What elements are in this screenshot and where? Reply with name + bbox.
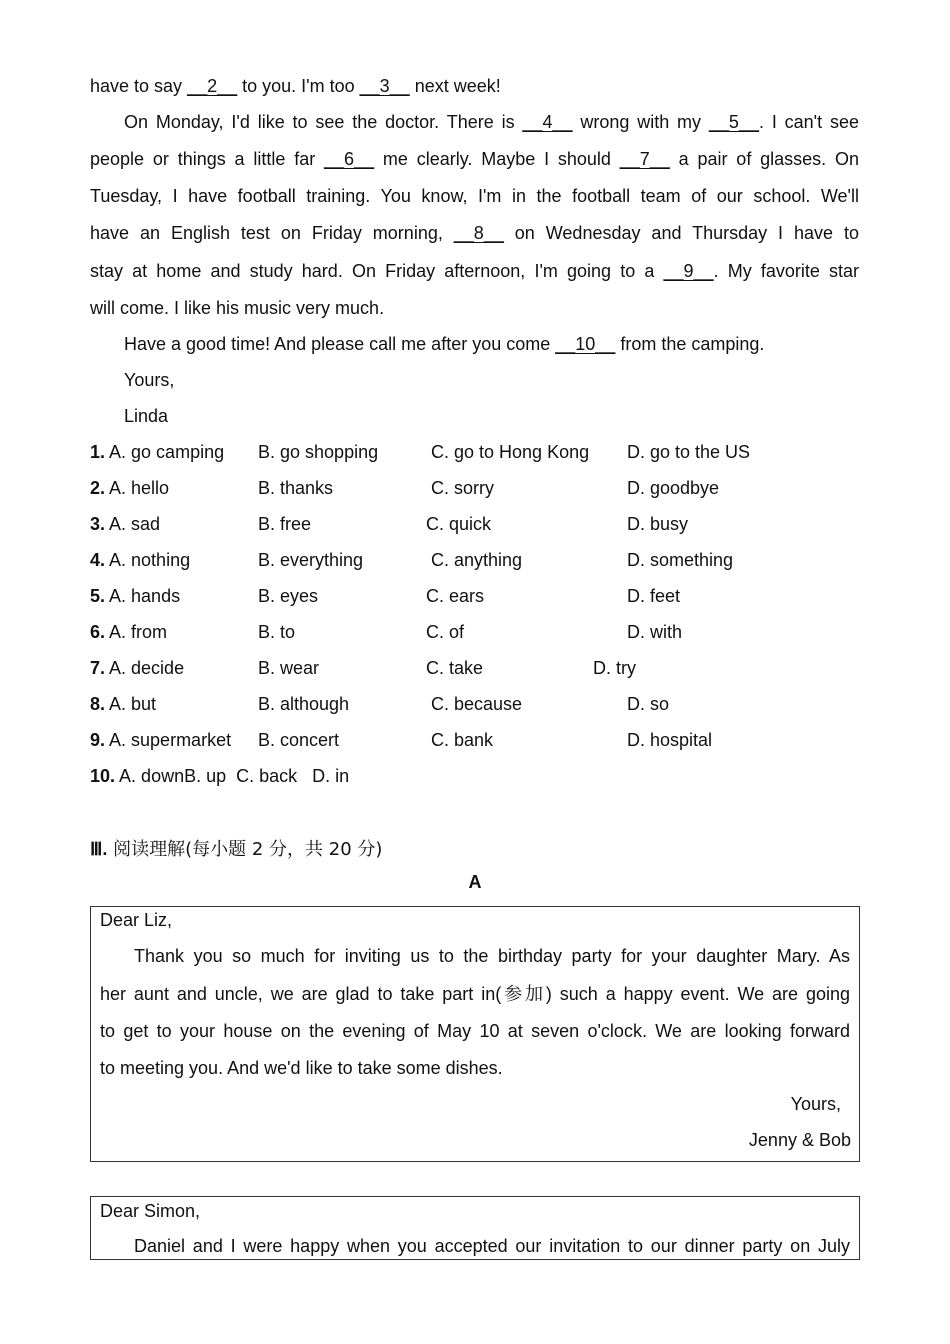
text: have an English test on Friday morning, xyxy=(90,223,454,243)
passage-line-0 xyxy=(90,75,501,97)
blank-7: __7__ xyxy=(619,149,670,169)
passage-line-5 xyxy=(90,260,859,282)
passage-signature: Linda xyxy=(124,406,169,426)
letter-greeting: Dear Liz, xyxy=(100,910,173,930)
option-d: D. go to the US xyxy=(627,442,751,462)
question-7 xyxy=(90,657,184,679)
blank-6: __6__ xyxy=(324,149,375,169)
question-1 xyxy=(90,441,224,463)
text: to you. I'm too xyxy=(237,76,360,96)
question-8 xyxy=(90,693,156,715)
question-9 xyxy=(90,729,231,751)
question-number: 9. xyxy=(90,730,106,750)
text: on Wednesday and Thursday I have to xyxy=(503,223,859,243)
letter-greeting: Dear Simon, xyxy=(100,1201,201,1221)
passage-line-2 xyxy=(90,148,859,170)
question-number: 1. xyxy=(90,442,106,462)
question-3 xyxy=(90,513,160,535)
letter-line: Thank you so much for inviting us to the birthday party for your daughter Mary. As xyxy=(134,946,850,966)
text: On Monday, I'd like to see the doctor. There is xyxy=(124,112,523,132)
blank-5: __5__ xyxy=(708,112,759,132)
text: . I can't see xyxy=(758,112,859,132)
passage-line-7 xyxy=(124,333,764,355)
blank-4: __4__ xyxy=(522,112,573,132)
section-title: 阅读理解(每小题 2 分，共 20 分) xyxy=(107,839,383,860)
question-6 xyxy=(90,621,167,643)
option-b: B. free xyxy=(258,514,312,534)
option-d: D. try xyxy=(593,658,636,678)
option-d: D. so xyxy=(627,694,670,714)
option-d: D. busy xyxy=(627,514,689,534)
section-heading xyxy=(90,835,382,861)
text: next week! xyxy=(409,76,501,96)
blank-9: __9__ xyxy=(663,261,714,281)
option-a: A. hello xyxy=(109,478,170,498)
option-d: D. something xyxy=(627,550,734,570)
letter-line: to get to your house on the evening of May 10 at seven o'clock. We are looking forward xyxy=(100,1021,850,1041)
question-number: 2. xyxy=(90,478,106,498)
option-a: A. go camping xyxy=(109,442,225,462)
option-b: B. go shopping xyxy=(258,442,379,462)
option-c: C. anything xyxy=(431,550,523,570)
section-number: Ⅲ. xyxy=(90,839,108,859)
option-a: A. decide xyxy=(109,658,185,678)
text: Have a good time! And please call me after you come xyxy=(124,334,556,354)
question-number: 10. xyxy=(90,766,116,786)
letter-line: to meeting you. And we'd like to take some dishes. xyxy=(100,1058,503,1078)
text: me clearly. Maybe I should xyxy=(374,149,620,169)
option-a: A. hands xyxy=(109,586,181,606)
option-c: C. because xyxy=(431,694,523,714)
blank-10: __10__ xyxy=(555,334,616,354)
option-d: D. hospital xyxy=(627,730,713,750)
text: a pair of glasses. On xyxy=(669,149,859,169)
option-c: C. sorry xyxy=(431,478,494,498)
option-a: A. sad xyxy=(109,514,161,534)
option-a: A. from xyxy=(109,622,168,642)
option-b: B. everything xyxy=(258,550,364,570)
option-b: B. to xyxy=(258,622,296,642)
passage-closing: Yours, xyxy=(124,370,175,390)
option-b: B. thanks xyxy=(258,478,334,498)
question-number: 3. xyxy=(90,514,106,534)
option-c: C. take xyxy=(426,658,484,678)
letter-line: her aunt and uncle, we are glad to take part in(参加) such a happy event. We are going xyxy=(100,984,850,1004)
part-label: A xyxy=(468,872,482,892)
text: from the camping. xyxy=(615,334,765,354)
passage-line-6: will come. I like his music very much. xyxy=(90,298,385,318)
option-c: C. quick xyxy=(426,514,492,534)
question-10 xyxy=(90,765,349,787)
option-d: D. feet xyxy=(627,586,681,606)
blank-3: __3__ xyxy=(359,76,410,96)
option-c: C. go to Hong Kong xyxy=(431,442,590,462)
option-a: A. but xyxy=(109,694,157,714)
option-c: C. bank xyxy=(431,730,494,750)
question-number: 8. xyxy=(90,694,106,714)
option-b: B. concert xyxy=(258,730,340,750)
option-d: D. with xyxy=(627,622,683,642)
question-number: 6. xyxy=(90,622,106,642)
text: wrong with my xyxy=(572,112,709,132)
letter-closing: Yours, xyxy=(790,1094,841,1114)
passage-line-3: Tuesday, I have football training. You know, I'm in the football team of our school. We'll xyxy=(90,186,859,206)
question-number: 7. xyxy=(90,658,106,678)
options-inline: A. downB. up C. back D. in xyxy=(119,766,350,786)
question-4 xyxy=(90,549,190,571)
letter-box-2 xyxy=(90,1196,860,1260)
passage-line-1 xyxy=(124,111,859,133)
option-b: B. although xyxy=(258,694,350,714)
question-number: 5. xyxy=(90,586,106,606)
option-d: D. goodbye xyxy=(627,478,720,498)
option-a: A. nothing xyxy=(109,550,191,570)
option-b: B. wear xyxy=(258,658,320,678)
letter-box-1 xyxy=(90,906,860,1162)
text: have to say xyxy=(90,76,188,96)
text: people or things a little far xyxy=(90,149,325,169)
question-5 xyxy=(90,585,180,607)
option-c: C. ears xyxy=(426,586,485,606)
text: . My favorite star xyxy=(713,261,860,281)
option-c: C. of xyxy=(426,622,465,642)
option-b: B. eyes xyxy=(258,586,319,606)
option-a: A. supermarket xyxy=(109,730,232,750)
blank-2: __2__ xyxy=(187,76,238,96)
letter-line: Daniel and I were happy when you accepted our invitation to our dinner party on July xyxy=(134,1236,850,1256)
question-number: 4. xyxy=(90,550,106,570)
question-2 xyxy=(90,477,169,499)
blank-8: __8__ xyxy=(453,223,504,243)
text: stay at home and study hard. On Friday afternoon, I'm going to a xyxy=(90,261,664,281)
passage-line-4 xyxy=(90,222,859,244)
letter-signature: Jenny & Bob xyxy=(748,1130,851,1150)
